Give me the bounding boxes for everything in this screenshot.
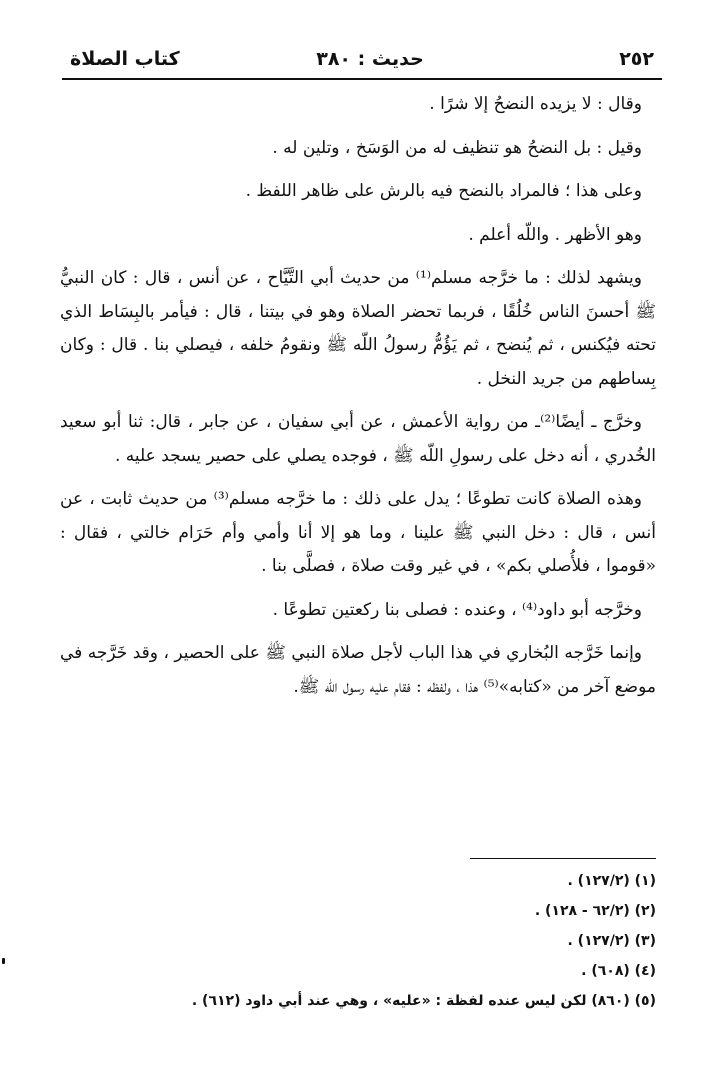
footnote: (٣) (١٢٧/٢) . [567,933,656,949]
main-text [60,88,656,714]
footnotes [60,866,656,1016]
paragraph: وخرَّجه أبو داود⁽⁴⁾ ، وعنده : فصلى بنا ركعتين تطوعًا . [272,599,642,620]
footnote-divider [470,858,656,859]
footnote: (٤) (٦٠٨) . [581,963,656,979]
footnote: (٥) (٨٦٠) لكن ليس عنده لفظة : «عليه» ، وهي عند أبي داود (٦١٢) . [191,993,656,1009]
scan-mark [2,958,5,964]
footnote: (٢) (٦٢/٢ - ١٢٨) . [534,903,656,919]
paragraph: وهو الأظهر . واللّه أعلم . [468,224,642,245]
page-header [62,40,662,80]
footnote: (١) (١٢٧/٢) . [567,873,656,889]
paragraph: ويشهد لذلك : ما خرَّجه مسلم⁽¹⁾ من حديث أبي التَّيَّاح ، عن أنس ، قال : كان النبيُّ ﷺ أحسنَ الناس خُلُقًا ، فربما تحضر الصلاة وهو في بيتنا ، قال : فيأمر بالبِسَاط الذي تحته فيُكنس ، ثم يُنضح ، ثم يَؤُمُّ رسولُ اللّه ﷺ ونقومُ خلفه ، فيصلي بنا . قال : وكان بِساطهم من جريد النخل . [60,268,657,389]
book-title: كتاب الصلاة [70,48,180,70]
paragraph: وقيل : بل النضحُ هو تنظيف له من الوَسَخ ، وتلين له . [272,137,642,158]
paragraph: وإنما خَرَّجه البُخاري في هذا الباب لأجل صلاة النبي ﷺ على الحصير ، وقد خَرَّجه في موضع آخر من «كتابه»⁽⁵⁾ هذا ، ولفظه : فقام عليه رسول اللّه ﷺ. [60,643,656,697]
paragraph: وهذه الصلاة كانت تطوعًا ؛ يدل على ذلك : ما خرَّجه مسلم⁽³⁾ من حديث ثابت ، عن أنس ، قال : دخل النبي ﷺ علينا ، وما هو إلا أنا وأمي وأم حَرَام خالتي ، فقال : «قوموا ، فلأُصلي بكم» ، في غير وقت صلاة ، فصلَّى بنا . [60,489,656,576]
paragraph: وقال : لا يزيده النضحُ إلا شرًا . [429,94,642,114]
paragraph: وخرَّج ـ أيضًا⁽²⁾ـ من رواية الأعمش ، عن أبي سفيان ، عن جابر ، قال: ثنا أبو سعيد الخُدري ، أنه دخل على رسولِ اللّه ﷺ ، فوجده يصلي على حصير يسجد عليه . [60,412,656,466]
header-divider [62,78,662,80]
hadith-number: حديث : ٣٨٠ [316,48,424,70]
paragraph: وعلى هذا ؛ فالمراد بالنضح فيه بالرش على ظاهر اللفظ . [245,181,642,201]
page-number: ٢٥٢ [619,48,654,70]
